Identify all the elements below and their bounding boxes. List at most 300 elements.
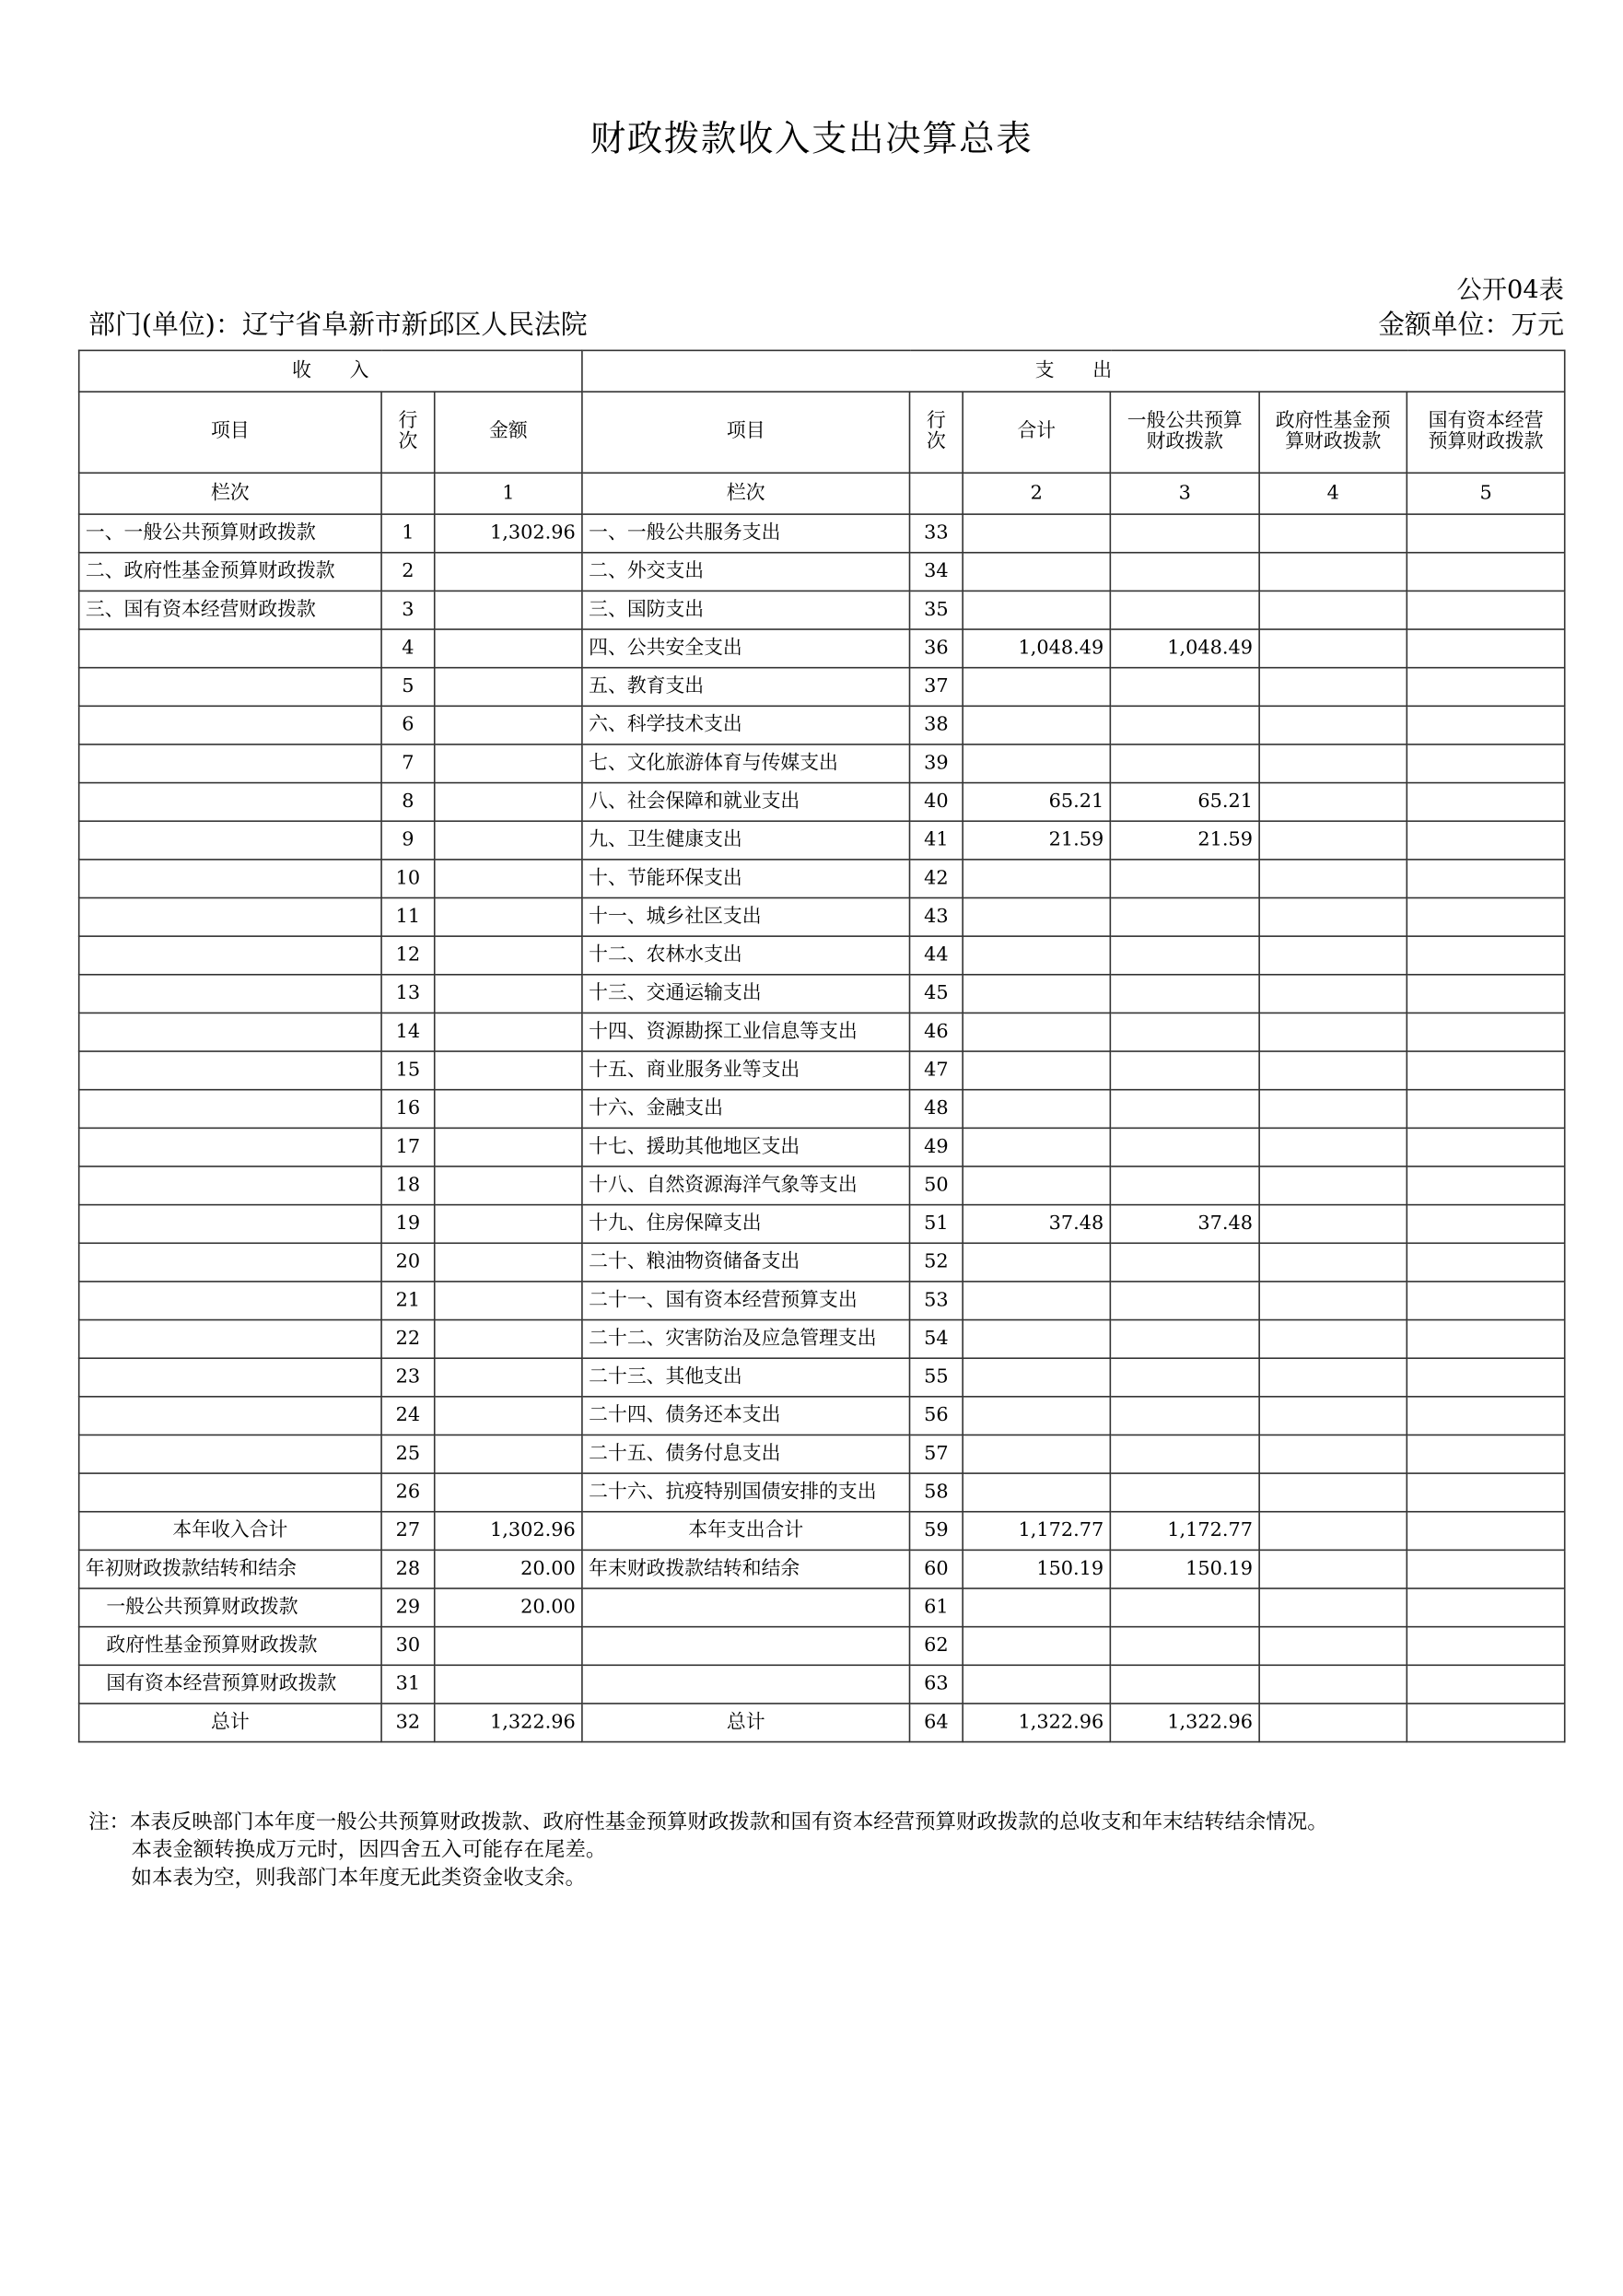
expense-item-cell: 八、社会保障和就业支出 <box>582 783 910 822</box>
section-header-row <box>79 350 1565 392</box>
table-row <box>79 1435 1565 1473</box>
table-row <box>79 629 1565 668</box>
fund-budget-cell <box>1259 1320 1407 1359</box>
table-row <box>79 553 1565 592</box>
expense-total-cell <box>963 1128 1110 1166</box>
expense-total-cell <box>963 1282 1110 1320</box>
expense-total-cell <box>963 898 1110 937</box>
expense-item-cell: 三、国防支出 <box>582 591 910 629</box>
income-row-no-cell: 30 <box>381 1627 435 1666</box>
income-row-no-cell: 17 <box>381 1128 435 1166</box>
state-capital-cell <box>1407 1128 1565 1166</box>
expense-total-cell <box>963 1166 1110 1205</box>
expense-item-cell: 十一、城乡社区支出 <box>582 898 910 937</box>
general-budget-cell <box>1110 1090 1259 1129</box>
table-row <box>79 1128 1565 1166</box>
expense-row-no-cell: 44 <box>910 936 963 975</box>
expense-item-cell <box>582 1665 910 1704</box>
income-row-no-cell: 5 <box>381 668 435 707</box>
expense-index-blank <box>910 473 963 514</box>
income-row-no-cell: 31 <box>381 1665 435 1704</box>
general-budget-cell <box>1110 1435 1259 1473</box>
state-capital-cell <box>1407 668 1565 707</box>
table-row <box>79 1588 1565 1627</box>
table-row <box>79 1051 1565 1090</box>
general-budget-cell <box>1110 1627 1259 1666</box>
income-item-cell: 一般公共预算财政拨款 <box>79 1588 381 1627</box>
income-amount-cell <box>435 975 582 1013</box>
general-budget-cell: 1,172.77 <box>1110 1512 1259 1551</box>
income-item-cell <box>79 629 381 668</box>
income-amount-cell <box>435 783 582 822</box>
income-row-no-cell: 9 <box>381 821 435 860</box>
state-capital-cell <box>1407 514 1565 553</box>
fund-budget-cell <box>1259 936 1407 975</box>
general-budget-cell <box>1110 1320 1259 1359</box>
income-item-cell <box>79 1166 381 1205</box>
general-budget-cell <box>1110 860 1259 898</box>
note-line: 如本表为空，则我部门本年度无此类资金收支余。 <box>131 1866 586 1891</box>
fund-budget-cell <box>1259 1588 1407 1627</box>
income-item-cell: 政府性基金预算财政拨款 <box>79 1627 381 1666</box>
income-row-no-cell: 14 <box>381 1013 435 1051</box>
column-index-4: 4 <box>1259 473 1407 514</box>
expense-row-no-cell: 41 <box>910 821 963 860</box>
table-row <box>79 1243 1565 1282</box>
general-budget-cell <box>1110 1473 1259 1512</box>
expense-total-cell <box>963 975 1110 1013</box>
expense-item-cell: 本年支出合计 <box>582 1512 910 1551</box>
income-row-no-cell: 16 <box>381 1090 435 1129</box>
income-amount-header: 金额 <box>435 392 582 473</box>
income-item-cell <box>79 860 381 898</box>
expense-row-no-cell: 58 <box>910 1473 963 1512</box>
income-amount-cell <box>435 821 582 860</box>
table-row <box>79 1166 1565 1205</box>
table-row <box>79 898 1565 937</box>
general-budget-cell <box>1110 1282 1259 1320</box>
income-amount-cell: 1,302.96 <box>435 1512 582 1551</box>
income-row-no-cell: 18 <box>381 1166 435 1205</box>
income-row-no-cell: 19 <box>381 1205 435 1244</box>
expense-item-cell: 十、节能环保支出 <box>582 860 910 898</box>
expense-row-no-cell: 45 <box>910 975 963 1013</box>
income-amount-cell <box>435 1013 582 1051</box>
expense-row-no-cell: 52 <box>910 1243 963 1282</box>
state-capital-cell <box>1407 591 1565 629</box>
expense-row-no-cell: 39 <box>910 744 963 783</box>
table-row <box>79 1550 1565 1588</box>
state-capital-cell <box>1407 1473 1565 1512</box>
income-item-cell <box>79 1243 381 1282</box>
state-capital-cell <box>1407 821 1565 860</box>
note-line: 本表金额转换成万元时，因四舍五入可能存在尾差。 <box>131 1838 607 1863</box>
expense-item-cell: 十六、金融支出 <box>582 1090 910 1129</box>
state-capital-cell <box>1407 1051 1565 1090</box>
table-row <box>79 783 1565 822</box>
state-capital-cell <box>1407 1243 1565 1282</box>
general-budget-cell <box>1110 975 1259 1013</box>
expense-row-no-cell: 42 <box>910 860 963 898</box>
general-budget-cell <box>1110 1128 1259 1166</box>
fund-budget-cell <box>1259 553 1407 592</box>
expense-item-cell: 十五、商业服务业等支出 <box>582 1051 910 1090</box>
income-item-cell <box>79 668 381 707</box>
income-item-cell <box>79 821 381 860</box>
fund-budget-cell <box>1259 668 1407 707</box>
income-row-no-cell: 28 <box>381 1550 435 1588</box>
income-amount-cell <box>435 1243 582 1282</box>
expense-row-no-cell: 55 <box>910 1358 963 1397</box>
expense-total-cell: 65.21 <box>963 783 1110 822</box>
expense-total-cell <box>963 1473 1110 1512</box>
general-budget-cell: 150.19 <box>1110 1550 1259 1588</box>
expense-item-cell: 二十三、其他支出 <box>582 1358 910 1397</box>
state-capital-cell <box>1407 706 1565 744</box>
income-amount-cell <box>435 629 582 668</box>
table-row <box>79 936 1565 975</box>
expense-total-header: 合计 <box>963 392 1110 473</box>
state-capital-cell <box>1407 744 1565 783</box>
income-row-no-cell: 27 <box>381 1512 435 1551</box>
expense-row-no-cell: 62 <box>910 1627 963 1666</box>
fund-budget-cell <box>1259 1550 1407 1588</box>
general-budget-cell <box>1110 898 1259 937</box>
fund-budget-cell <box>1259 514 1407 553</box>
income-item-cell <box>79 1435 381 1473</box>
expense-row-no-cell: 35 <box>910 591 963 629</box>
expense-row-no-cell: 37 <box>910 668 963 707</box>
expense-total-cell <box>963 1627 1110 1666</box>
expense-total-cell: 1,322.96 <box>963 1704 1110 1742</box>
income-row-no-header: 行 次 <box>381 392 435 473</box>
table-row <box>79 975 1565 1013</box>
general-budget-cell <box>1110 514 1259 553</box>
income-amount-cell <box>435 1358 582 1397</box>
budget-summary-table <box>78 350 1566 1743</box>
expense-row-no-cell: 40 <box>910 783 963 822</box>
income-item-cell <box>79 1320 381 1359</box>
state-capital-cell <box>1407 629 1565 668</box>
fund-budget-cell <box>1259 1435 1407 1473</box>
expense-item-header: 项目 <box>582 392 910 473</box>
state-capital-cell <box>1407 1512 1565 1551</box>
state-capital-cell <box>1407 1090 1565 1129</box>
expense-total-cell: 21.59 <box>963 821 1110 860</box>
expense-row-no-cell: 36 <box>910 629 963 668</box>
column-header-row <box>79 392 1565 473</box>
income-item-cell <box>79 1358 381 1397</box>
income-amount-cell <box>435 706 582 744</box>
expense-total-cell <box>963 706 1110 744</box>
state-capital-cell <box>1407 1358 1565 1397</box>
expense-total-cell <box>963 744 1110 783</box>
income-row-no-cell: 12 <box>381 936 435 975</box>
income-row-no-cell: 3 <box>381 591 435 629</box>
expense-total-cell <box>963 936 1110 975</box>
expense-item-cell: 四、公共安全支出 <box>582 629 910 668</box>
income-item-cell <box>79 1051 381 1090</box>
fund-budget-cell <box>1259 629 1407 668</box>
state-capital-cell <box>1407 1550 1565 1588</box>
state-capital-cell <box>1407 1282 1565 1320</box>
expense-total-cell <box>963 1090 1110 1129</box>
general-budget-cell <box>1110 1051 1259 1090</box>
table-row <box>79 860 1565 898</box>
expense-item-cell: 二十、粮油物资储备支出 <box>582 1243 910 1282</box>
table-row <box>79 668 1565 707</box>
expense-item-cell: 六、科学技术支出 <box>582 706 910 744</box>
general-budget-cell <box>1110 1358 1259 1397</box>
general-budget-cell: 1,048.49 <box>1110 629 1259 668</box>
income-item-cell: 国有资本经营预算财政拨款 <box>79 1665 381 1704</box>
fund-budget-cell <box>1259 1128 1407 1166</box>
general-budget-cell: 65.21 <box>1110 783 1259 822</box>
income-row-no-cell: 2 <box>381 553 435 592</box>
table-row <box>79 1704 1565 1742</box>
fund-budget-cell <box>1259 1665 1407 1704</box>
income-amount-cell <box>435 668 582 707</box>
expense-row-no-cell: 34 <box>910 553 963 592</box>
income-index-label: 栏次 <box>79 473 381 514</box>
income-row-no-cell: 26 <box>381 1473 435 1512</box>
table-row <box>79 591 1565 629</box>
expense-item-cell: 十九、住房保障支出 <box>582 1205 910 1244</box>
table-row <box>79 744 1565 783</box>
expense-row-no-cell: 60 <box>910 1550 963 1588</box>
state-capital-cell <box>1407 860 1565 898</box>
expense-item-cell: 二十六、抗疫特别国债安排的支出 <box>582 1473 910 1512</box>
general-budget-header: 一般公共预算 财政拨款 <box>1110 392 1259 473</box>
expense-total-cell: 150.19 <box>963 1550 1110 1588</box>
expense-row-no-cell: 54 <box>910 1320 963 1359</box>
fund-budget-cell <box>1259 1704 1407 1742</box>
income-item-cell <box>79 1205 381 1244</box>
table-row <box>79 1397 1565 1435</box>
expense-item-cell: 二、外交支出 <box>582 553 910 592</box>
expense-item-cell <box>582 1627 910 1666</box>
general-budget-cell <box>1110 553 1259 592</box>
expense-item-cell: 九、卫生健康支出 <box>582 821 910 860</box>
income-amount-cell: 20.00 <box>435 1588 582 1627</box>
income-row-no-cell: 15 <box>381 1051 435 1090</box>
column-index-5: 5 <box>1407 473 1565 514</box>
income-item-cell <box>79 1013 381 1051</box>
income-amount-cell <box>435 1435 582 1473</box>
page-title: 财政拨款收入支出决算总表 <box>590 118 1033 159</box>
expense-row-no-cell: 61 <box>910 1588 963 1627</box>
state-capital-cell <box>1407 783 1565 822</box>
table-row <box>79 1320 1565 1359</box>
table-row <box>79 1282 1565 1320</box>
amount-unit-label: 金额单位：万元 <box>1378 310 1564 341</box>
expense-item-cell: 二十二、灾害防治及应急管理支出 <box>582 1320 910 1359</box>
expense-total-cell <box>963 1320 1110 1359</box>
state-capital-cell <box>1407 1435 1565 1473</box>
expense-row-no-cell: 51 <box>910 1205 963 1244</box>
income-amount-cell <box>435 1166 582 1205</box>
income-amount-cell <box>435 1090 582 1129</box>
expense-total-cell: 1,048.49 <box>963 629 1110 668</box>
fund-budget-header: 政府性基金预 算财政拨款 <box>1259 392 1407 473</box>
expense-total-cell <box>963 860 1110 898</box>
expense-total-cell <box>963 1435 1110 1473</box>
income-item-cell: 年初财政拨款结转和结余 <box>79 1550 381 1588</box>
income-item-cell <box>79 975 381 1013</box>
state-capital-cell <box>1407 553 1565 592</box>
income-row-no-cell: 11 <box>381 898 435 937</box>
income-amount-cell: 1,322.96 <box>435 1704 582 1742</box>
income-amount-cell <box>435 1627 582 1666</box>
state-capital-cell <box>1407 1588 1565 1627</box>
general-budget-cell: 1,322.96 <box>1110 1704 1259 1742</box>
expense-item-cell <box>582 1588 910 1627</box>
state-capital-cell <box>1407 1627 1565 1666</box>
fund-budget-cell <box>1259 1358 1407 1397</box>
column-index-2: 2 <box>963 473 1110 514</box>
expense-total-cell <box>963 1013 1110 1051</box>
expense-item-cell: 年末财政拨款结转和结余 <box>582 1550 910 1588</box>
table-row <box>79 706 1565 744</box>
income-item-cell: 三、国有资本经营财政拨款 <box>79 591 381 629</box>
income-item-cell <box>79 1090 381 1129</box>
expense-row-no-cell: 64 <box>910 1704 963 1742</box>
income-item-cell <box>79 783 381 822</box>
fund-budget-cell <box>1259 706 1407 744</box>
expense-row-no-cell: 46 <box>910 1013 963 1051</box>
income-amount-cell <box>435 591 582 629</box>
fund-budget-cell <box>1259 591 1407 629</box>
income-item-cell <box>79 1473 381 1512</box>
income-row-no-cell: 25 <box>381 1435 435 1473</box>
income-amount-cell <box>435 936 582 975</box>
expense-total-cell <box>963 1588 1110 1627</box>
column-index-row <box>79 473 1565 514</box>
fund-budget-cell <box>1259 1627 1407 1666</box>
fund-budget-cell <box>1259 1205 1407 1244</box>
expense-row-no-cell: 47 <box>910 1051 963 1090</box>
column-index-1: 1 <box>435 473 582 514</box>
expense-row-no-cell: 48 <box>910 1090 963 1129</box>
column-index-3: 3 <box>1110 473 1259 514</box>
expense-total-cell <box>963 1051 1110 1090</box>
expense-row-no-cell: 38 <box>910 706 963 744</box>
table-row <box>79 1013 1565 1051</box>
income-item-cell <box>79 706 381 744</box>
state-capital-cell <box>1407 1320 1565 1359</box>
general-budget-cell <box>1110 1166 1259 1205</box>
expense-row-no-cell: 63 <box>910 1665 963 1704</box>
income-item-cell <box>79 1128 381 1166</box>
expense-row-no-header: 行 次 <box>910 392 963 473</box>
income-amount-cell <box>435 1665 582 1704</box>
income-item-cell: 总计 <box>79 1704 381 1742</box>
general-budget-cell <box>1110 1243 1259 1282</box>
table-row <box>79 1358 1565 1397</box>
state-capital-cell <box>1407 936 1565 975</box>
general-budget-cell <box>1110 744 1259 783</box>
fund-budget-cell <box>1259 1282 1407 1320</box>
general-budget-cell: 21.59 <box>1110 821 1259 860</box>
note-line: 注：本表反映部门本年度一般公共预算财政拨款、政府性基金预算财政拨款和国有资本经营预算财政拨款的总收支和年末结转结余情况。 <box>88 1810 1328 1834</box>
table-row <box>79 1665 1565 1704</box>
expense-row-no-cell: 56 <box>910 1397 963 1435</box>
income-item-cell <box>79 1282 381 1320</box>
general-budget-cell <box>1110 1665 1259 1704</box>
expense-total-cell: 1,172.77 <box>963 1512 1110 1551</box>
income-amount-cell <box>435 1282 582 1320</box>
expense-row-no-cell: 57 <box>910 1435 963 1473</box>
income-item-cell <box>79 744 381 783</box>
fund-budget-cell <box>1259 1166 1407 1205</box>
income-row-no-cell: 22 <box>381 1320 435 1359</box>
income-row-no-cell: 4 <box>381 629 435 668</box>
fund-budget-cell <box>1259 744 1407 783</box>
expense-row-no-cell: 53 <box>910 1282 963 1320</box>
general-budget-cell: 37.48 <box>1110 1205 1259 1244</box>
table-row <box>79 1205 1565 1244</box>
general-budget-cell <box>1110 706 1259 744</box>
expense-total-cell <box>963 553 1110 592</box>
expense-item-cell: 二十五、债务付息支出 <box>582 1435 910 1473</box>
income-row-no-cell: 24 <box>381 1397 435 1435</box>
table-row <box>79 1512 1565 1551</box>
income-row-no-cell: 6 <box>381 706 435 744</box>
expense-row-no-cell: 49 <box>910 1128 963 1166</box>
fund-budget-cell <box>1259 783 1407 822</box>
general-budget-cell <box>1110 936 1259 975</box>
income-row-no-cell: 7 <box>381 744 435 783</box>
fund-budget-cell <box>1259 860 1407 898</box>
expense-total-cell <box>963 514 1110 553</box>
fund-budget-cell <box>1259 821 1407 860</box>
fund-budget-cell <box>1259 1512 1407 1551</box>
fund-budget-cell <box>1259 975 1407 1013</box>
expense-item-cell: 十二、农林水支出 <box>582 936 910 975</box>
state-capital-header: 国有资本经营 预算财政拨款 <box>1407 392 1565 473</box>
expense-total-cell <box>963 1665 1110 1704</box>
expense-item-cell: 七、文化旅游体育与传媒支出 <box>582 744 910 783</box>
income-amount-cell <box>435 553 582 592</box>
income-amount-cell <box>435 1128 582 1166</box>
fund-budget-cell <box>1259 898 1407 937</box>
form-number: 公开04表 <box>1456 275 1564 306</box>
fund-budget-cell <box>1259 1243 1407 1282</box>
income-row-no-cell: 13 <box>381 975 435 1013</box>
expense-total-cell <box>963 1397 1110 1435</box>
income-row-no-cell: 32 <box>381 1704 435 1742</box>
expense-index-label: 栏次 <box>582 473 910 514</box>
expense-row-no-cell: 50 <box>910 1166 963 1205</box>
state-capital-cell <box>1407 898 1565 937</box>
fund-budget-cell <box>1259 1051 1407 1090</box>
expense-item-cell: 五、教育支出 <box>582 668 910 707</box>
table-row <box>79 1473 1565 1512</box>
income-row-no-cell: 23 <box>381 1358 435 1397</box>
income-row-no-cell: 10 <box>381 860 435 898</box>
general-budget-cell <box>1110 1397 1259 1435</box>
income-row-no-cell: 29 <box>381 1588 435 1627</box>
expense-row-no-cell: 33 <box>910 514 963 553</box>
income-amount-cell: 1,302.96 <box>435 514 582 553</box>
income-item-cell <box>79 1397 381 1435</box>
table-row <box>79 1627 1565 1666</box>
state-capital-cell <box>1407 975 1565 1013</box>
income-item-cell: 二、政府性基金预算财政拨款 <box>79 553 381 592</box>
expense-item-cell: 二十一、国有资本经营预算支出 <box>582 1282 910 1320</box>
expense-item-cell: 一、一般公共服务支出 <box>582 514 910 553</box>
income-row-no-cell: 21 <box>381 1282 435 1320</box>
